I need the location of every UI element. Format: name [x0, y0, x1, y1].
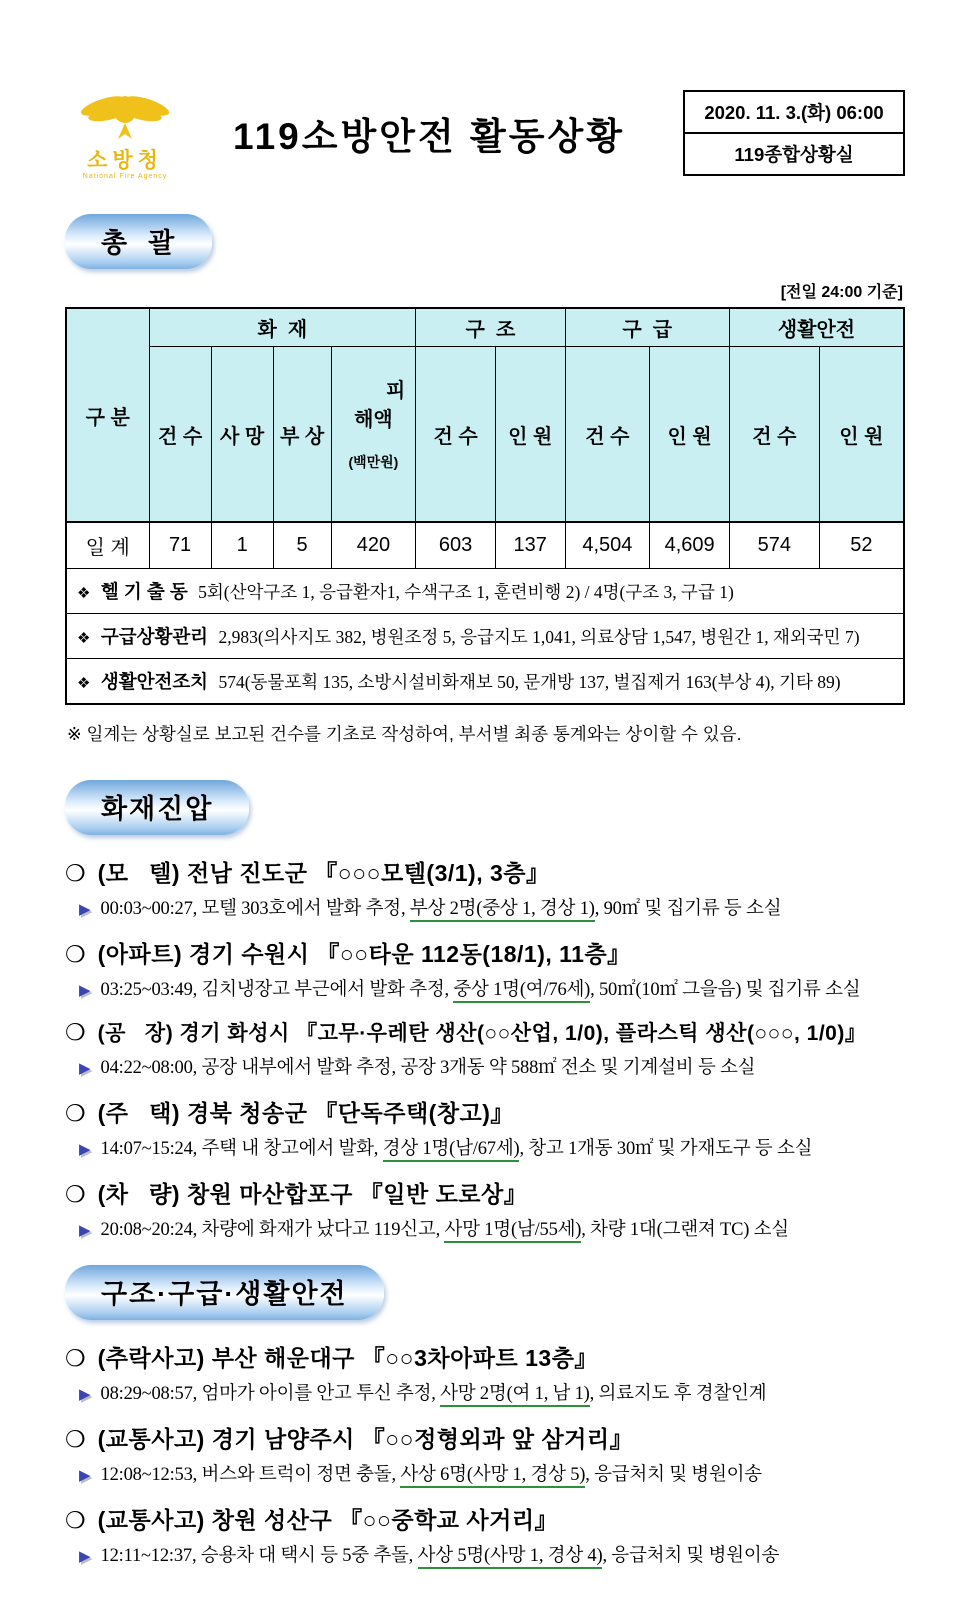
fire-item-detail-text — [101, 1053, 756, 1079]
rescue-cases-value: 603 — [416, 522, 496, 569]
fire-item-detail — [79, 894, 905, 920]
table-header-rescue-cases: 건 수 — [416, 347, 496, 523]
agency-name: 소방청 — [87, 149, 163, 172]
fire-item-detail-text — [101, 1215, 789, 1241]
fire-item-title-text: (모 텔) 전남 진도군 『○○○모텔(3/1), 3층』 — [97, 860, 550, 886]
fire-agency-emblem-icon — [75, 86, 175, 144]
report-datetime-box — [683, 90, 905, 176]
detail-post: , 응급처치 및 병원이송 — [585, 1465, 762, 1485]
table-footnote — [67, 721, 905, 746]
detail-pre: 08:29~08:57, 엄마가 아이를 안고 투신 추정, — [100, 1384, 441, 1404]
detail-pre: 03:25~03:49, 김치냉장고 부근에서 발화 추정, — [100, 980, 454, 1000]
section-rescue-label: 구조·구급·생활안전 — [65, 1265, 384, 1320]
fire-item-detail-text — [101, 1134, 813, 1160]
fire-item-title — [65, 1017, 905, 1047]
report-header — [65, 86, 905, 180]
ems-management-note-text: 2,983(의사지도 382, 병원조정 5, 응급지도 1,041, 의료상담 1,547, 병원간 1, 재외국민 7) — [218, 627, 860, 647]
detail-pre: 04:22~08:00, 공장 내부에서 발화 추정, 공장 3개동 약 588㎡ 전소 및 기계설비 등 소실 — [100, 1058, 756, 1078]
table-header-category: 구 분 — [66, 308, 149, 522]
triangle-bullet-icon: ▶ — [79, 1223, 91, 1239]
triangle-bullet-icon: ▶ — [79, 1468, 91, 1484]
table-header-fire-group: 화 재 — [149, 308, 416, 347]
fire-deaths-value: 1 — [211, 522, 273, 569]
triangle-bullet-icon: ▶ — [79, 983, 91, 999]
detail-post: , 50㎡(10㎡ 그을음) 및 집기류 소실 — [590, 980, 861, 1000]
triangle-bullet-icon: ▶ — [79, 1387, 91, 1403]
fire-item-detail-text — [101, 894, 782, 920]
fire-item-detail — [79, 975, 905, 1001]
circle-bullet-icon: ❍ — [65, 1019, 86, 1045]
fire-item-detail — [79, 1053, 905, 1079]
detail-underlined-casualties: 중상 1명(여/76세) — [453, 980, 590, 1003]
safety-cases-value: 574 — [729, 522, 819, 569]
fire-item-title — [65, 1176, 905, 1209]
rescue-item-detail — [79, 1541, 905, 1567]
section-overview-head — [65, 214, 905, 269]
safety-persons-value: 52 — [819, 522, 904, 569]
fire-cases-value: 71 — [149, 522, 211, 569]
life-safety-note-text: 574(동물포획 135, 소방시설비화재보 50, 문개방 137, 벌집제거 163(부상 4), 기타 89) — [218, 672, 841, 692]
circle-bullet-icon: ❍ — [65, 1181, 86, 1207]
triangle-bullet-icon: ▶ — [79, 1142, 91, 1158]
table-header-safety-cases: 건 수 — [729, 347, 819, 523]
footnote-text: 일계는 상황실로 보고된 건수를 기초로 작성하여, 부서별 최종 통계와는 상이할 수 있음. — [86, 724, 742, 744]
circle-bullet-icon: ❍ — [65, 1426, 86, 1452]
fire-item-title-text: (공 장) 경기 화성시 『고무·우레탄 생산(○○산업, 1/0), 플라스틱 생산(○○○, 1/0)』 — [97, 1022, 867, 1045]
fire-item-title-text: (아파트) 경기 수원시 『○○타운 112동(18/1), 11층』 — [97, 941, 631, 967]
section-overview-label: 총 괄 — [65, 214, 212, 269]
diamond-bullet-icon: ❖ — [77, 631, 91, 647]
reference-mark-icon: ※ — [67, 724, 82, 744]
detail-underlined-casualties: 사망 2명(여 1, 남 1) — [440, 1384, 590, 1407]
rescue-item-title-text: (교통사고) 창원 성산구 『○○중학교 사거리』 — [97, 1507, 559, 1533]
detail-post: , 차량 1대(그랜져 TC) 소실 — [581, 1220, 789, 1240]
detail-pre: 20:08~20:24, 차량에 화재가 났다고 119신고, — [100, 1220, 445, 1240]
fire-damage-label: 피해액 — [354, 380, 406, 431]
rescue-item-detail-text — [101, 1460, 762, 1486]
helicopter-note-text: 5회(산악구조 1, 응급환자1, 수색구조 1, 훈련비행 2) / 4명(구조 3, 구급 1) — [198, 582, 734, 602]
circle-bullet-icon: ❍ — [65, 1345, 86, 1371]
rescue-item-detail-text — [101, 1379, 767, 1405]
circle-bullet-icon: ❍ — [65, 860, 86, 886]
daily-total-row — [66, 522, 904, 569]
helicopter-note-row — [66, 569, 904, 614]
ems-persons-value: 4,609 — [650, 522, 730, 569]
page-title: 119소방안전 활동상황 — [233, 116, 625, 157]
table-header-safety-group: 생활안전 — [729, 308, 904, 347]
triangle-bullet-icon: ▶ — [79, 1549, 91, 1565]
detail-underlined-casualties: 사망 1명(남/55세) — [444, 1220, 581, 1243]
ems-management-note-label: 구급상황관리 — [100, 626, 209, 647]
circle-bullet-icon: ❍ — [65, 1100, 86, 1126]
table-header-fire-deaths: 사 망 — [211, 347, 273, 523]
detail-underlined-casualties: 사상 5명(사망 1, 경상 4) — [418, 1546, 603, 1569]
circle-bullet-icon: ❍ — [65, 941, 86, 967]
rescue-item-title — [65, 1421, 905, 1454]
fire-item-title-text: (차 량) 창원 마산합포구 『일반 도로상』 — [97, 1181, 528, 1207]
table-header-ems-persons: 인 원 — [650, 347, 730, 523]
agency-subtitle: National Fire Agency — [82, 173, 168, 180]
triangle-bullet-icon: ▶ — [79, 1061, 91, 1077]
table-header-rescue-group: 구 조 — [416, 308, 565, 347]
fire-item-detail — [79, 1134, 905, 1160]
table-header-rescue-persons: 인 원 — [495, 347, 565, 523]
life-safety-note-label: 생활안전조치 — [100, 671, 209, 692]
detail-underlined-casualties: 부상 2명(중상 1, 경상 1) — [410, 899, 595, 922]
table-header-safety-persons: 인 원 — [819, 347, 904, 523]
detail-post: , 90㎡ 및 집기류 등 소실 — [594, 899, 782, 919]
report-office: 119종합상황실 — [734, 144, 854, 165]
section-fire-head — [65, 780, 905, 835]
rescue-item-detail — [79, 1379, 905, 1405]
helicopter-note-label: 헬 기 출 동 — [100, 581, 188, 602]
fire-items — [65, 855, 905, 1241]
life-safety-note-row — [66, 659, 904, 705]
rescue-item-title — [65, 1502, 905, 1535]
table-header-fire-damage — [331, 347, 416, 523]
table-header-fire-cases: 건 수 — [149, 347, 211, 523]
circle-bullet-icon: ❍ — [65, 1507, 86, 1533]
fire-injuries-value: 5 — [273, 522, 331, 569]
detail-post: , 의료지도 후 경찰인계 — [589, 1384, 767, 1404]
fire-item-title — [65, 1095, 905, 1128]
diamond-bullet-icon: ❖ — [77, 676, 91, 692]
rescue-persons-value: 137 — [495, 522, 565, 569]
diamond-bullet-icon: ❖ — [77, 586, 91, 602]
daily-total-label: 일 계 — [66, 522, 149, 569]
report-datetime: 2020. 11. 3.(화) 06:00 — [685, 92, 903, 134]
ems-management-note-row — [66, 614, 904, 659]
fire-item-detail-text — [101, 975, 861, 1001]
summary-table — [65, 307, 905, 705]
table-header-ems-cases: 건 수 — [565, 347, 650, 523]
detail-underlined-casualties: 경상 1명(남/67세) — [383, 1139, 520, 1162]
detail-pre: 14:07~15:24, 주택 내 창고에서 발화, — [100, 1139, 383, 1159]
fire-item-detail — [79, 1215, 905, 1241]
agency-logo — [65, 86, 185, 180]
table-header-ems-group: 구 급 — [565, 308, 729, 347]
detail-pre: 12:11~12:37, 승용차 대 택시 등 5중 추돌, — [100, 1546, 418, 1566]
detail-pre: 12:08~12:53, 버스와 트럭이 정면 충돌, — [100, 1465, 401, 1485]
section-rescue-head — [65, 1265, 905, 1320]
basis-note: [전일 24:00 기준] — [780, 284, 903, 301]
ems-cases-value: 4,504 — [565, 522, 650, 569]
detail-post: , 창고 1개동 30㎡ 및 가재도구 등 소실 — [519, 1139, 813, 1159]
rescue-item-title-text: (추락사고) 부산 해운대구 『○○3차아파트 13층』 — [97, 1345, 598, 1371]
fire-item-title-text: (주 택) 경북 청송군 『단독주택(창고)』 — [97, 1100, 514, 1126]
section-fire-label: 화재진압 — [65, 780, 249, 835]
detail-pre: 00:03~00:27, 모텔 303호에서 발화 추정, — [100, 899, 410, 919]
detail-underlined-casualties: 사상 6명(사망 1, 경상 5) — [400, 1465, 585, 1488]
fire-damage-unit: (백만원) — [348, 454, 399, 470]
fire-damage-value: 420 — [331, 522, 416, 569]
detail-post: , 응급처치 및 병원이송 — [602, 1546, 780, 1566]
rescue-items — [65, 1340, 905, 1567]
triangle-bullet-icon: ▶ — [79, 902, 91, 918]
rescue-item-title-text: (교통사고) 경기 남양주시 『○○정형외과 앞 삼거리』 — [97, 1426, 634, 1452]
table-header-fire-injuries: 부 상 — [273, 347, 331, 523]
fire-item-title — [65, 855, 905, 888]
rescue-item-detail-text — [101, 1541, 780, 1567]
rescue-item-detail — [79, 1460, 905, 1486]
fire-item-title — [65, 936, 905, 969]
